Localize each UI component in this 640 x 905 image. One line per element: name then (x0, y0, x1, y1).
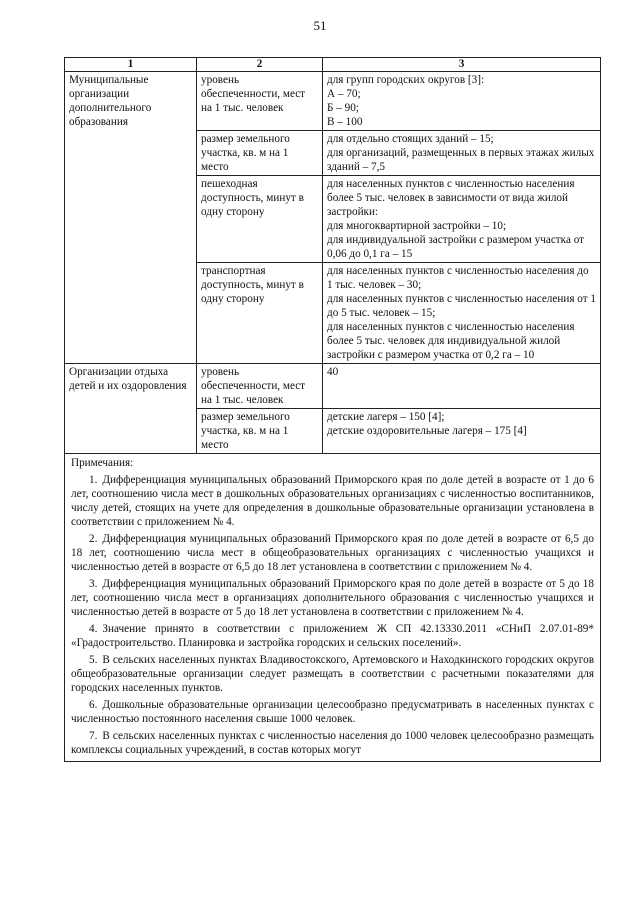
value-cell (323, 409, 601, 454)
indicator-cell (197, 131, 323, 176)
note-text: Дифференциация муниципальных образований Приморского края по доле детей в возрасте от 6,5 до 18 лет, соотношению числа мест в общеобразовательных организациях с численностью учащихся и численностью детей в возрасте от 6,5 до 18 лет установлена в соответствии с приложением № 4. (71, 533, 594, 573)
value-cell (323, 364, 601, 409)
notes-title: Примечания: (71, 457, 134, 469)
note-item (71, 698, 594, 726)
value-text: для отдельно стоящих зданий – 15; для организаций, размещенных в первых этажах жилых зданий – 7,5 (327, 133, 595, 173)
indicator-text: транспортная доступность, минут в одну сторону (201, 265, 304, 305)
note-number: 5. (89, 654, 98, 666)
page-number: 51 (313, 18, 327, 33)
note-number: 3. (89, 578, 98, 590)
note-item (71, 473, 594, 529)
group-name-cell (65, 364, 197, 454)
value-text: для населенных пунктов с численностью населения более 5 тыс. человек в зависимости от вида жилой застройки: для многоквартирной застройки – 10; для индивидуальной застройки с размером участка от 0,06 до 0,1 га – 15 (327, 178, 585, 260)
indicator-text: уровень обеспеченности, мест на 1 тыс. человек (201, 366, 306, 406)
value-text: для населенных пунктов с численностью населения до 1 тыс. человек – 30; для населенных пунктов с численностью населения от 1 до 5 тыс. человек – 15; для населенных пунктов с численностью населения более 5 тыс. человек для индивидуальной жилой застройки с размером участка от 0,2 га – 10 (327, 265, 596, 361)
value-cell (323, 131, 601, 176)
table-row (65, 364, 601, 409)
note-number: 1. (89, 474, 98, 486)
header-col-1: 1 (65, 58, 197, 72)
indicator-cell (197, 364, 323, 409)
indicator-cell (197, 409, 323, 454)
header-col-2: 2 (197, 58, 323, 72)
table-row (65, 72, 601, 131)
table-header-row (65, 58, 601, 72)
indicator-text: уровень обеспеченности, мест на 1 тыс. человек (201, 74, 306, 114)
note-text: Дошкольные образовательные организации целесообразно предусматривать в населенных пунктах с численностью постоянного населения свыше 1000 человек. (71, 699, 594, 725)
value-cell (323, 72, 601, 131)
note-number: 2. (89, 533, 98, 545)
indicator-text: пешеходная доступность, минут в одну сторону (201, 178, 304, 218)
indicator-cell (197, 72, 323, 131)
header-col-3: 3 (323, 58, 601, 72)
value-cell (323, 263, 601, 364)
notes-cell (65, 454, 601, 762)
group-name: Муниципальные организации дополнительного образования (69, 74, 152, 128)
group-name: Организации отдыха детей и их оздоровления (69, 366, 187, 392)
indicator-text: размер земельного участка, кв. м на 1 место (201, 411, 290, 451)
indicator-text: размер земельного участка, кв. м на 1 место (201, 133, 290, 173)
note-text: Значение принято в соответствии с приложением Ж СП 42.13330.2011 «СНиП 2.07.01-89* «Градостроительство. Планировка и застройка городских и сельских поселений». (71, 623, 594, 649)
indicator-cell (197, 176, 323, 263)
notes-row (65, 454, 601, 762)
indicator-cell (197, 263, 323, 364)
note-item (71, 577, 594, 619)
note-number: 6. (89, 699, 98, 711)
value-text: детские лагеря – 150 [4]; детские оздоровительные лагеря – 175 [4] (327, 411, 527, 437)
note-number: 4. (89, 623, 98, 635)
note-text: В сельских населенных пунктах с численностью населения до 1000 человек целесообразно размещать комплексы социальных учреждений, в состав которых могут (71, 730, 594, 756)
value-cell (323, 176, 601, 263)
note-item (71, 729, 594, 757)
note-text: Дифференциация муниципальных образований Приморского края по доле детей в возрасте от 1 до 6 лет, соотношению числа мест в дошкольных образовательных организациях с численностью воспитанников, числу детей, стоящих на учете для определения в дошкольные образовательные организации установлена в соответствии с приложением № 4. (71, 474, 594, 528)
group-name-cell (65, 72, 197, 364)
note-item (71, 622, 594, 650)
value-text: 40 (327, 366, 339, 378)
note-item (71, 653, 594, 695)
note-item (71, 532, 594, 574)
note-text: Дифференциация муниципальных образований Приморского края по доле детей в возрасте от 5 до 18 лет, соотношению числа мест в организациях дополнительного образования с численностью учащихся и численностью детей в возрасте от 5 до 18 лет установлена в соответствии с приложением № 4. (71, 578, 594, 618)
note-number: 7. (89, 730, 98, 742)
value-text: для групп городских округов [3]: А – 70; Б – 90; В – 100 (327, 74, 485, 128)
norms-table (64, 57, 601, 762)
note-text: В сельских населенных пунктах Владивостокского, Артемовского и Находкинского городских округов общеобразовательные организации следует размещать в соответствии с расчетными показателями для городских населенных пунктов. (71, 654, 594, 694)
